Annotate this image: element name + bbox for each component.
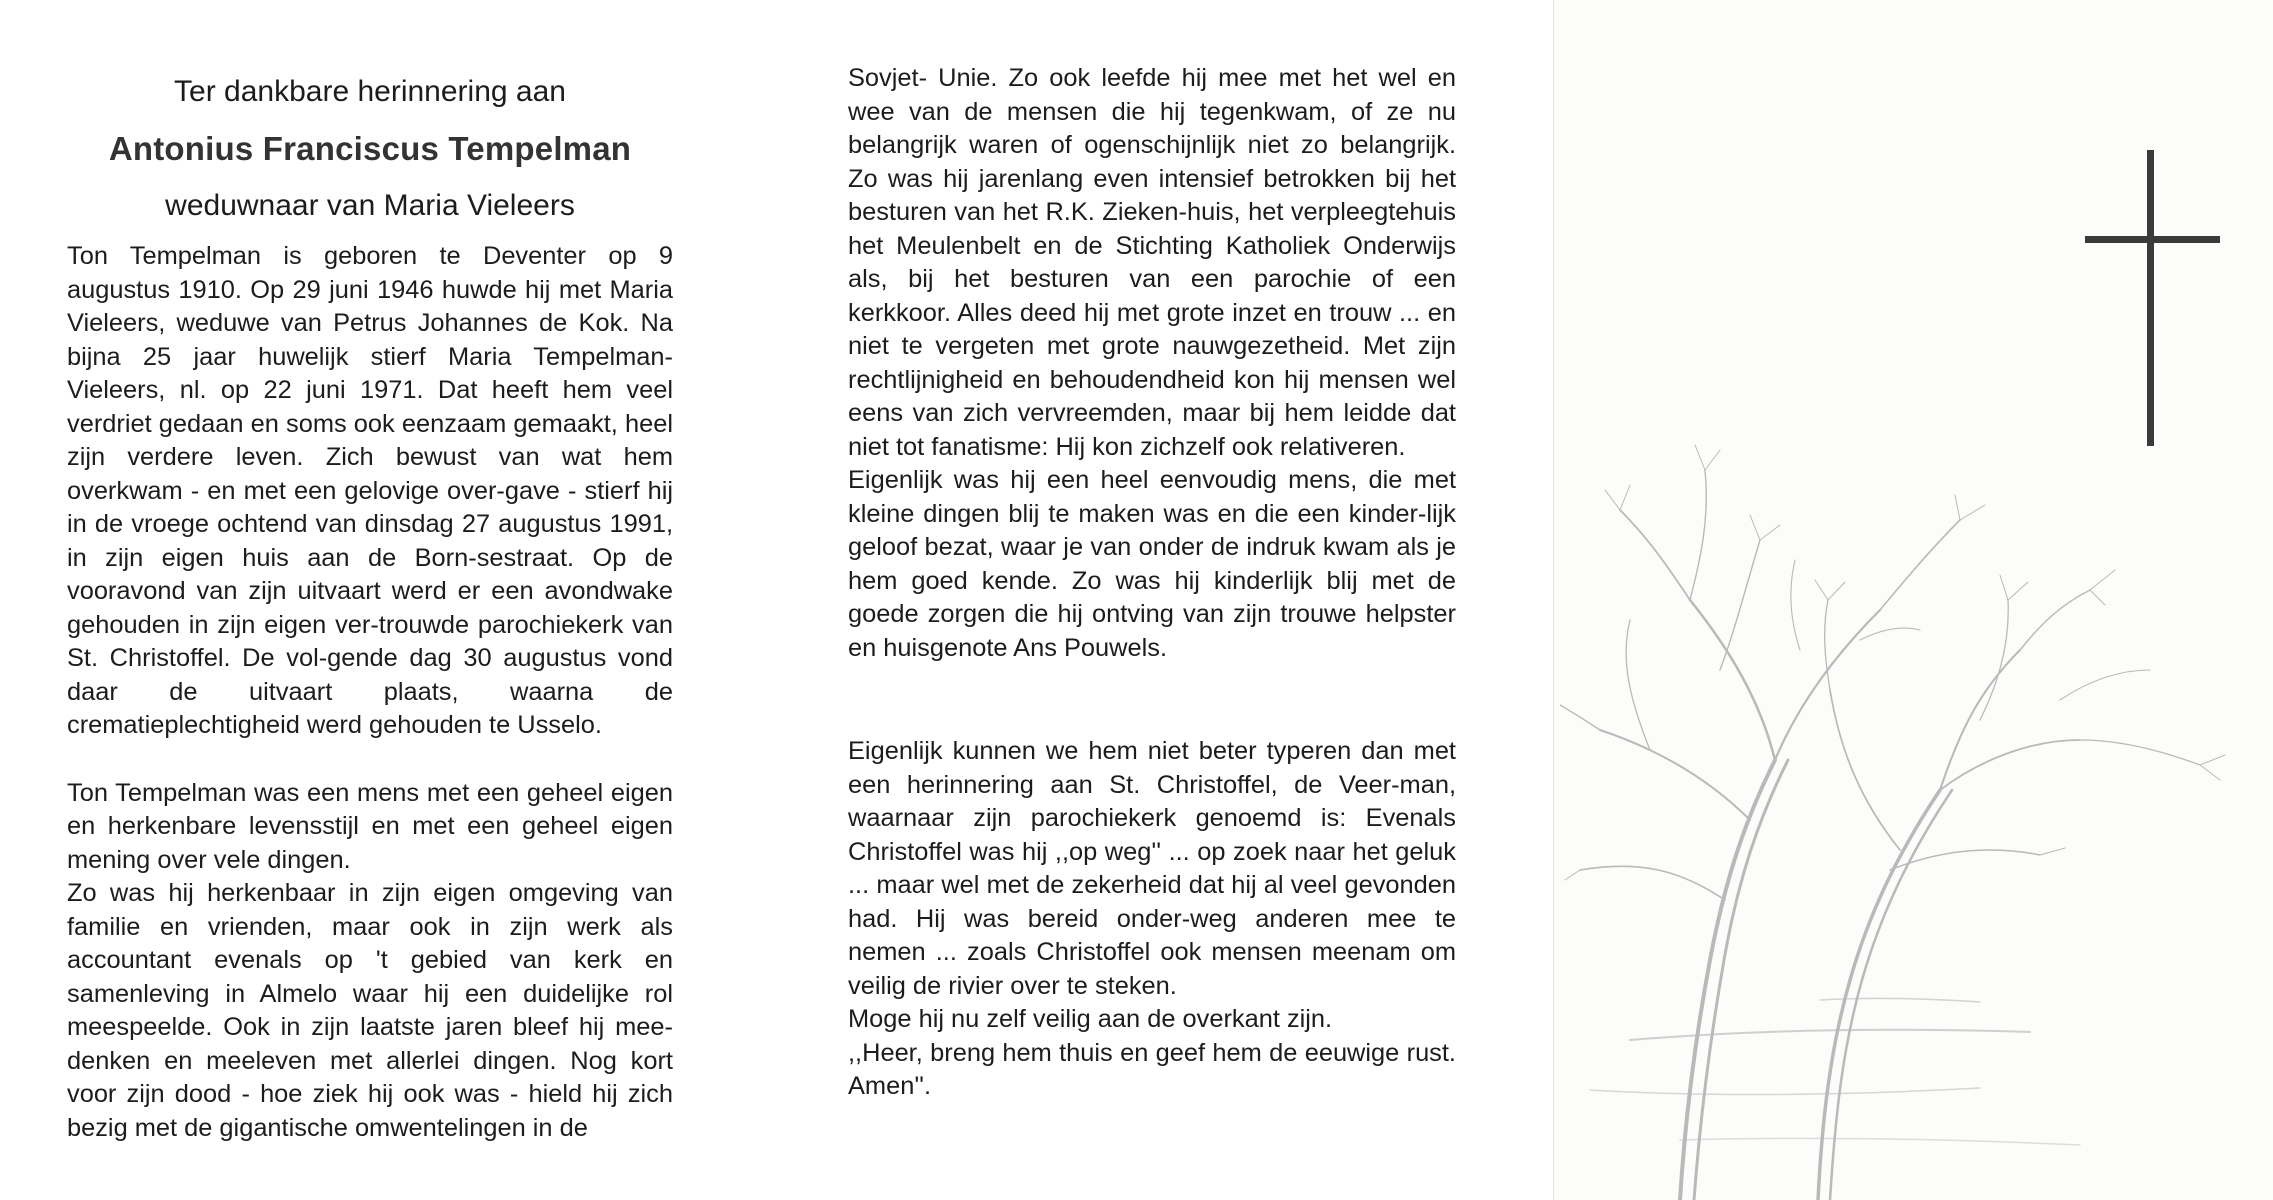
- wish-line: Moge hij nu zelf veilig aan de overkant zijn.: [848, 1005, 1333, 1033]
- lifestyle-paragraph: Ton Tempelman was een mens met een geheel eigen en herkenbare levensstijl en met een geheel eigen mening over vele dingen.: [67, 778, 673, 874]
- intro-line: Ter dankbare herinnering aan: [174, 75, 566, 108]
- deceased-name: Antonius Franciscus Tempelman: [108, 130, 632, 167]
- christoffel-paragraph: Eigenlijk kunnen we hem niet beter typeren dan met een herinnering aan St. Christoffel, de Veer-man, waarnaar zijn parochiekerk genoemd is: Evenals Christoffel was hij ,,op weg'' ... op zoek naar het geluk ... maar wel met de zekerheid dat hij al veel gevonden had. Hij was bereid onder-weg anderen mee te nemen ... zoals Christoffel ook mensen meenam om veilig de rivier over te steken.: [848, 737, 1456, 1000]
- middle-column: [848, 62, 1456, 1104]
- involvement-paragraph: Sovjet- Unie. Zo ook leefde hij mee met het wel en wee van de mensen die hij tegenkwam, of ze nu belangrijk waren of ogenschijnlijk niet zo belangrijk. Zo was hij jarenlang even intensief betrokken bij het besturen van het R.K. Zieken-huis, het verpleegtehuis het Meulenbelt en de Stichting Katholiek Onderwijs als, bij het besturen van een parochie of een kerkkoor. Alles deed hij met grote inzet en trouw ... en niet te vergeten met grote nauwgezetheid. Met zijn rechtlijnigheid en behoudendheid kon hij mensen wel eens van zich vervreemden, maar bij hem leidde dat niet tot fanatisme: Hij kon zichzelf ook relativeren.: [848, 64, 1456, 461]
- community-paragraph: Zo was hij herkenbaar in zijn eigen omgeving van familie en vrienden, maar ook in zijn werk als accountant evenals op 't gebied van kerk en samenleving in Almelo waar hij een duidelijke rol meespeelde. Ook in zijn laatste jaren bleef hij mee-denken en meeleven met allerlei dingen. Nog kort voor zijn dood - hoe ziek hij ook was - hield hij zich bezig met de gigantische omwentelingen in de: [67, 879, 673, 1142]
- left-column: [67, 62, 673, 1145]
- biography-paragraph: Ton Tempelman is geboren te Deventer op 9 augustus 1910. Op 29 juni 1946 huwde hij met Maria Vieleers, weduwe van Petrus Johannes de Kok. Na bijna 25 jaar huwelijk stierf Maria Tempelman-Vieleers, nl. op 22 juni 1971. Dat heeft hem veel verdriet gedaan en soms ook eenzaam gemaakt, heel zijn verdere leven. Zich bewust van wat hem overkwam - en met een gelovige over-gave - stierf hij in de vroege ochtend van dinsdag 27 augustus 1991, in zijn eigen huis aan de Born-sestraat. Op de vooravond van zijn uitvaart werd er een avondwake gehouden in zijn eigen ver-trouwde parochiekerk van St. Christoffel. De vol-gende dag 30 augustus vond daar de uitvaart plaats, waarna de crematieplechtigheid werd gehouden te Usselo.: [67, 242, 673, 739]
- tree-sketch-icon: [1560, 400, 2273, 1200]
- subtitle-line: weduwnaar van Maria Vieleers: [165, 189, 575, 222]
- prayer-line: ,,Heer, breng hem thuis en geef hem de eeuwige rust. Amen''.: [848, 1038, 1456, 1100]
- character-paragraph: Eigenlijk was hij een heel eenvoudig mens, die met kleine dingen blij te maken was en die een kinder-lijk geloof bezat, waar je van onder de indruk kwam als je hem goed kende. Zo was hij kinderlijk blij met de goede zorgen die hij ontving van zijn trouwe helpster en huisgenote Ans Pouwels.: [848, 466, 1456, 662]
